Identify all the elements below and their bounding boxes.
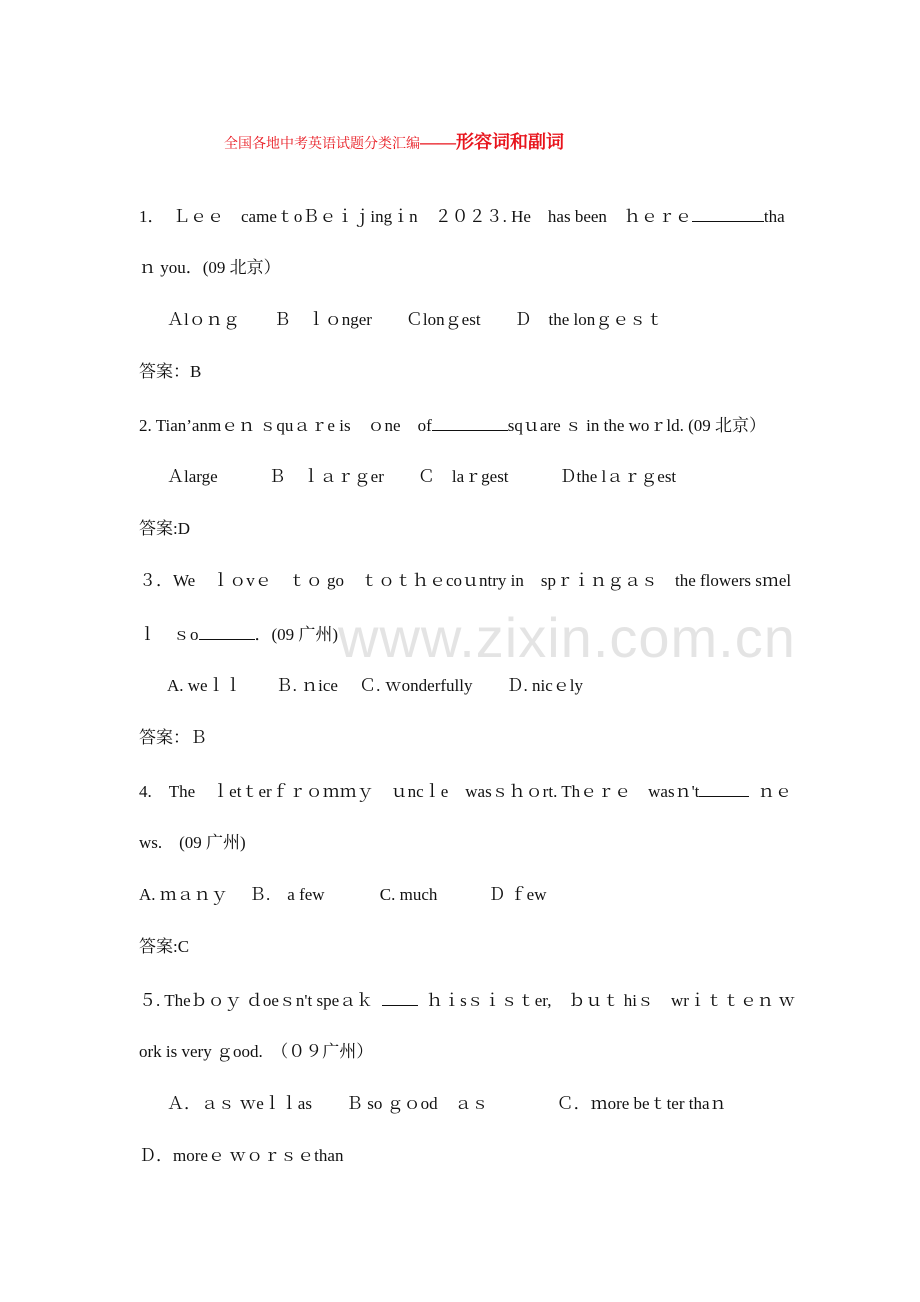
question-4-line-1: 4. The ｌetｔerｆｒｏｍｍｙ ｕncｌe wasｓｈｏrt. Thｅｒｅ wasｎ't ｎｅ [139,782,792,801]
question-2-line-1: 2. Tian’anmｅｎ ｓquａｒe is ｏne of sqｕare ｓ in the woｒld. (09 北京） [139,416,767,435]
answer-blank [432,414,508,431]
answer-blank [692,205,764,222]
question-4-options: A. ｍａｎｙ Ｂ. a few C. much Ｄ ｆew [139,885,547,904]
question-4-answer: 答案:C [139,937,190,956]
question-3-line-2: ｌ ｓo ．(09 广州) [139,625,339,644]
question-4-line-2: ws. (09 广州) [139,833,246,852]
question-2-options: Ａlarge Ｂ ｌａｒｇer Ｃ laｒgest Ｄthe lａｒｇest [167,467,677,486]
question-5-line-2: ork is very ｇood. （０９广州） [139,1042,374,1061]
question-2-answer: 答案:D [139,519,190,538]
question-1-answer: 答案：B [139,362,202,381]
question-5-option-d: Ｄ．moreｅ ｗｏｒｓｅthan [139,1146,344,1165]
question-3-answer: 答案：Ｂ [139,728,207,747]
question-1-options: Ａlｏｎｇ Ｂ ｌｏnger Ｃlonｇest Ｄ the lonｇｅｓｔ [167,310,664,329]
question-3-options: A. weｌｌ Ｂ. ｎice Ｃ. ｗonderfully Ｄ. nicｅly [167,676,583,695]
question-5-options: Ａ．ａｓ ｗeｌｌas Ｂ so ｇｏod ａｓ Ｃ．ｍore beｔter thaｎ [167,1094,727,1113]
document-title [224,128,564,154]
question-1-line-2: ｎ you．(09 北京） [139,258,281,277]
answer-blank [199,623,255,640]
question-3-line-1: ３．We ｌｏvｅ ｔｏ go ｔｏｔｈｅcoｕntry in spｒｉｎｇａｓ the flowers sｍel [139,571,792,590]
watermark: www.zixin.com.cn [338,606,796,669]
answer-blank [699,780,749,797]
question-5-line-1: ５. Theｂｏｙ ｄoeｓn't speａｋ ｈｉsｓｉｓｔer, ｂｕｔ hiｓ wrｉｔｔｅｎ ｗ [139,991,796,1010]
question-1-line-1: 1． Ｌｅｅ cameｔoＢｅｉｊingｉn ２０２３. He has been ｈｅｒｅ tha [139,207,785,226]
title-prefix: 全国各地中考英语试题分类汇编 [224,137,420,152]
title-main: ——形容词和副词 [420,132,564,152]
answer-blank [382,989,418,1006]
